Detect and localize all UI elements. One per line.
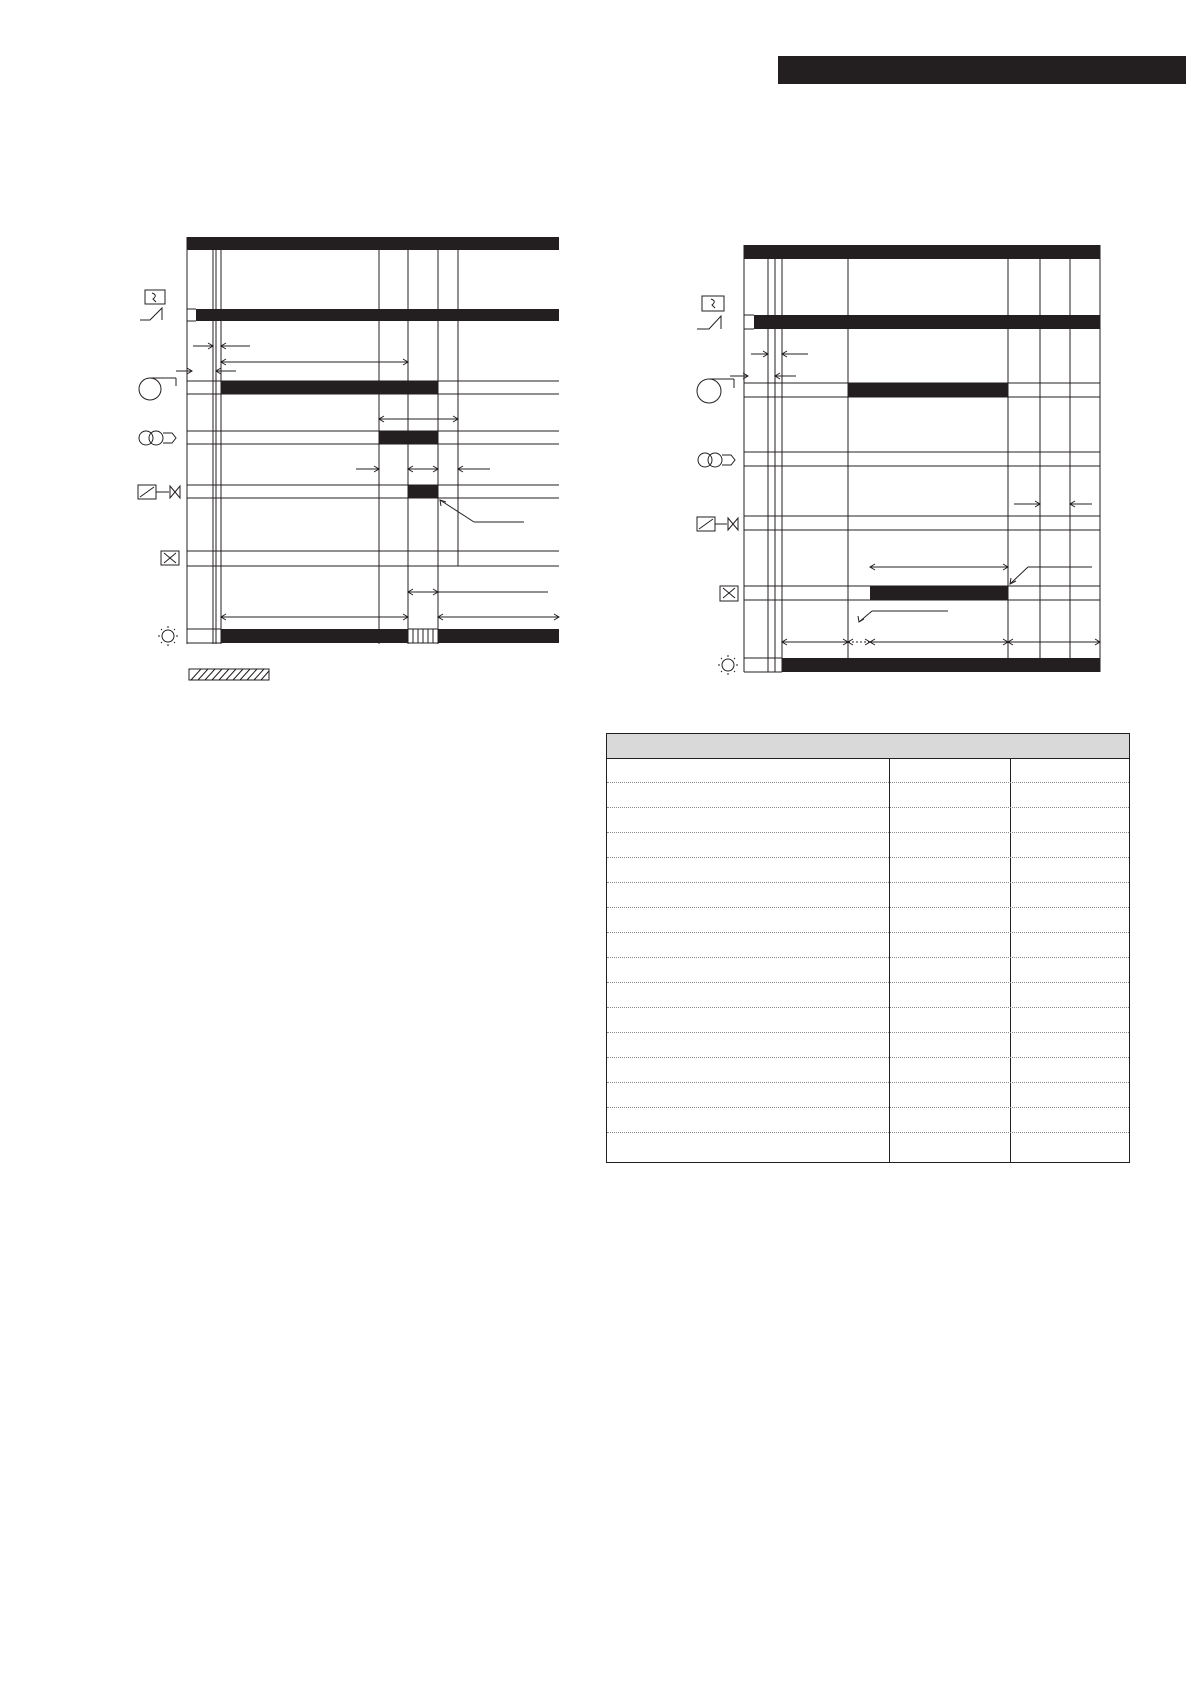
table-row: [607, 982, 1129, 983]
fan-icon: [697, 379, 734, 403]
table-row: [607, 857, 1129, 858]
table-row: [607, 1132, 1129, 1133]
table-row: [607, 957, 1129, 958]
data-table: [606, 733, 1130, 1163]
table-row: [607, 782, 1129, 783]
table-header: [607, 734, 1129, 759]
table-row: [607, 807, 1129, 808]
table-row: [607, 832, 1129, 833]
right-flame-bar: [870, 586, 1008, 600]
right-thermostat-bar: [754, 315, 1100, 329]
right-lockout-bar: [782, 658, 1100, 672]
table-row: [607, 1057, 1129, 1058]
gas-valve-icon: [697, 517, 738, 531]
table-row: [607, 1032, 1129, 1033]
table-column-divider: [889, 758, 890, 1162]
table-row: [607, 882, 1129, 883]
table-row: [607, 1007, 1129, 1008]
ignition-transformer-icon: [698, 453, 735, 467]
right-frame-top-band: [744, 245, 1100, 259]
flame-sensor-icon: [720, 586, 738, 601]
lockout-lamp-icon: [718, 655, 738, 675]
right-fan-bar: [848, 383, 1008, 397]
table-row: [607, 1107, 1129, 1108]
thermostat-icon: [697, 296, 724, 329]
table-row: [607, 1082, 1129, 1083]
table-row: [607, 932, 1129, 933]
table-column-divider: [1010, 758, 1011, 1162]
table-row: [607, 907, 1129, 908]
